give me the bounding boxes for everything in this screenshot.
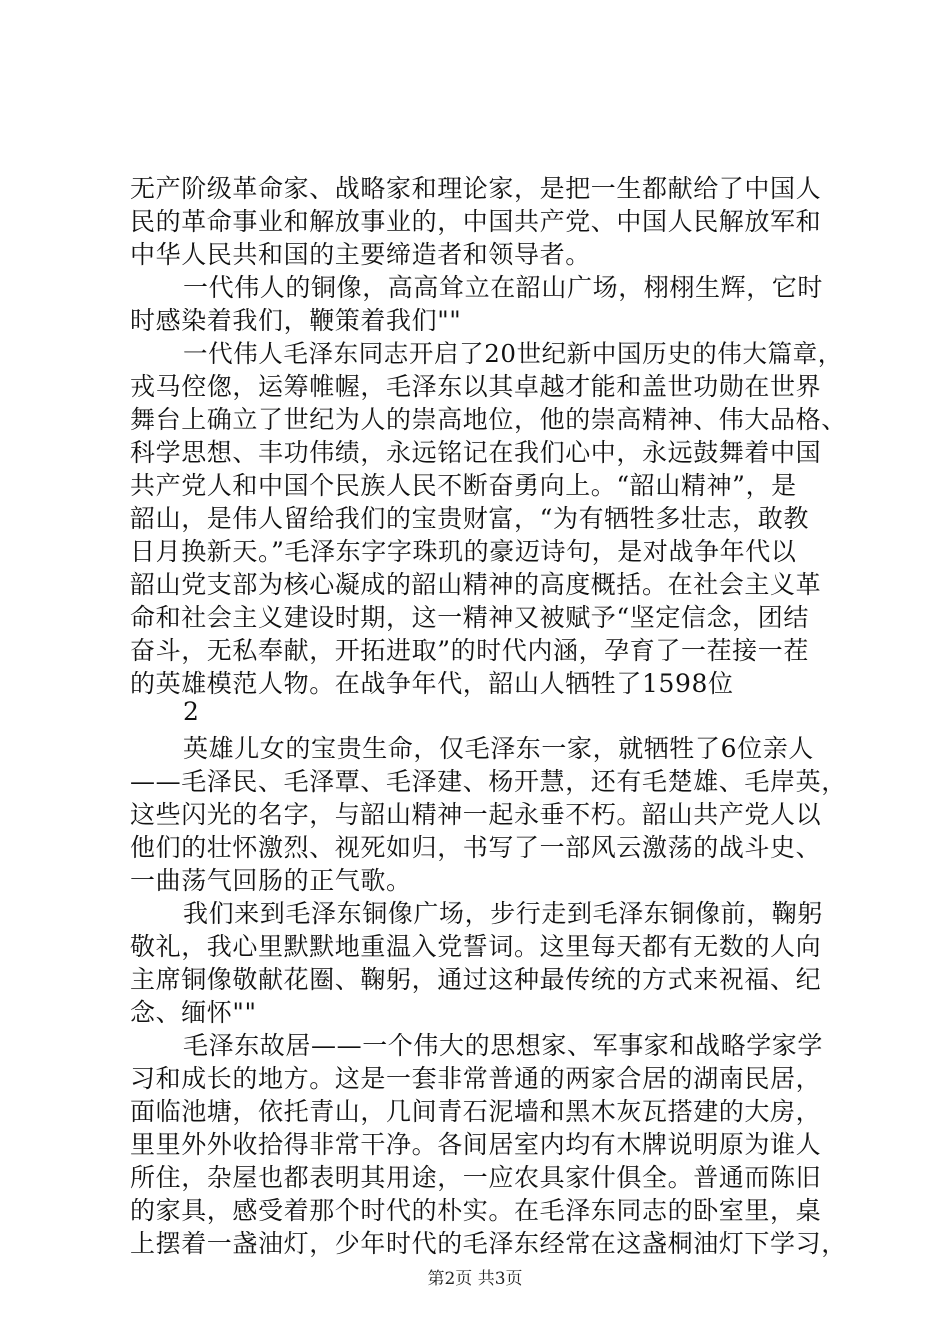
- text-line: 中华人民共和国的主要缔造者和领导者。: [130, 240, 591, 269]
- text-line: 上摆着一盏油灯，少年时代的毛泽东经常在这盏桐油灯下学习，: [130, 1229, 847, 1258]
- text-line: 日月换新天。”毛泽东字字珠玑的豪迈诗句，是对战争年代以: [130, 537, 797, 566]
- paragraph-start-line: 一代伟人毛泽东同志开启了20世纪新中国历史的伟大篇章，: [183, 339, 843, 368]
- text-line: 习和成长的地方。这是一套非常普通的两家合居的湖南民居，: [130, 1064, 822, 1093]
- text-line: 民的革命事业和解放事业的，中国共产党、中国人民解放军和: [130, 207, 822, 236]
- text-line: 命和社会主义建设时期，这一精神又被赋予“坚定信念，团结: [130, 603, 809, 632]
- text-line: 他们的壮怀激烈、视死如归，书写了一部风云激荡的战斗史、: [130, 833, 822, 862]
- paragraph-start-line: 我们来到毛泽东铜像广场，步行走到毛泽东铜像前，鞠躬: [183, 899, 824, 928]
- text-line: 时感染着我们，鞭策着我们"": [130, 306, 462, 335]
- text-line: 主席铜像敬献花圈、鞠躬，通过这种最传统的方式来祝福、纪: [130, 965, 822, 994]
- paragraph-start-line: 英雄儿女的宝贵生命，仅毛泽东一家，就牺牲了6位亲人: [183, 734, 814, 763]
- text-line: 科学思想、丰功伟绩，永远铭记在我们心中，永远鼓舞着中国: [130, 438, 822, 467]
- text-line: 戎马倥偬，运筹帷幄，毛泽东以其卓越才能和盖世功勋在世界: [130, 372, 822, 401]
- text-line: 敬礼，我心里默默地重温入党誓词。这里每天都有无数的人向: [130, 932, 822, 961]
- text-line: 里里外外收拾得非常干净。各间居室内均有木牌说明原为谁人: [130, 1130, 822, 1159]
- text-line: 韶山，是伟人留给我们的宝贵财富，“为有牺牲多壮志，敢教: [130, 504, 809, 533]
- page-footer: 第2页 共3页: [427, 1269, 523, 1289]
- text-line: 无产阶级革命家、战略家和理论家，是把一生都献给了中国人: [130, 174, 822, 203]
- page-number-marker: 2: [183, 697, 200, 726]
- paragraph-start-line: 一代伟人的铜像，高高耸立在韶山广场，栩栩生辉，它时: [183, 273, 824, 302]
- text-line: 一曲荡气回肠的正气歌。: [130, 866, 412, 895]
- text-line: 奋斗，无私奉献，开拓进取”的时代内涵，孕育了一茬接一茬: [130, 636, 809, 665]
- text-line: 面临池塘，依托青山，几间青石泥墙和黑木灰瓦搭建的大房，: [130, 1097, 822, 1126]
- text-line: 这些闪光的名字，与韶山精神一起永垂不朽。韶山共产党人以: [130, 800, 822, 829]
- text-line: 韶山党支部为核心凝成的韶山精神的高度概括。在社会主义革: [130, 570, 822, 599]
- text-line: 舞台上确立了世纪为人的崇高地位，他的崇高精神、伟大品格、: [130, 405, 847, 434]
- text-line: 的英雄模范人物。在战争年代，韶山人牺牲了1598位: [130, 669, 734, 698]
- text-line: 念、缅怀"": [130, 998, 257, 1027]
- text-line: 共产党人和中国个民族人民不断奋勇向上。“韶山精神”，是: [130, 471, 797, 500]
- text-line: ——毛泽民、毛泽覃、毛泽建、杨开慧，还有毛楚雄、毛岸英，: [130, 767, 847, 796]
- text-line: 所住，杂屋也都表明其用途，一应农具家什俱全。普通而陈旧: [130, 1163, 822, 1192]
- paragraph-start-line: 毛泽东故居——一个伟大的思想家、军事家和战略学家学: [183, 1031, 824, 1060]
- text-line: 的家具，感受着那个时代的朴实。在毛泽东同志的卧室里，桌: [130, 1196, 822, 1225]
